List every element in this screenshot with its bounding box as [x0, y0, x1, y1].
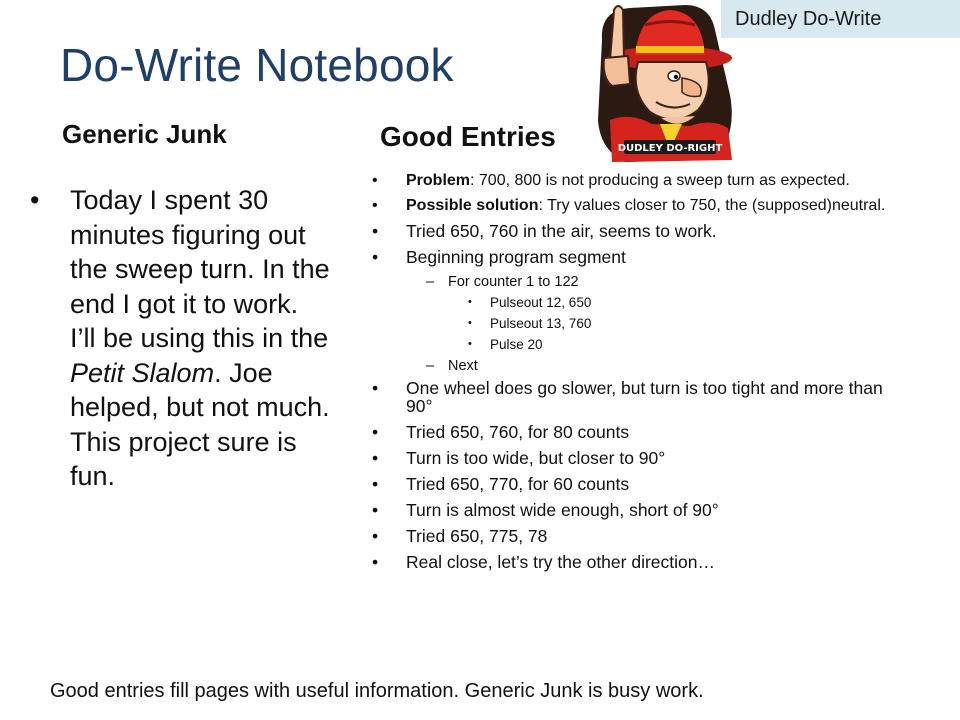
- list-item: • Tried 650, 770, for 60 counts: [372, 475, 912, 493]
- footer-caption: Good entries fill pages with useful information. Generic Junk is busy work.: [50, 680, 704, 702]
- project-name: Petit Slalom: [70, 357, 215, 388]
- list-item: • One wheel does go slower, but turn is too tight and more than 90°: [372, 379, 912, 415]
- list-item: • Tried 650, 760, for 80 counts: [372, 423, 912, 441]
- code-line: • Pulse 20: [372, 337, 912, 352]
- list-item: • Turn is almost wide enough, short of 90°: [372, 501, 912, 519]
- code-next-line: – Next: [372, 358, 912, 374]
- generic-junk-entry: • Today I spent 30 minutes figuring out the sweep turn. In the end I got it to work. I’ll be using this in the Petit Slalom. Joe helped, but not much. This project sure is fun.: [30, 183, 330, 494]
- code-line: • Pulseout 12, 650: [372, 295, 912, 310]
- dudley-do-right-illustration: [590, 0, 740, 166]
- page-title: Do-Write Notebook: [60, 39, 454, 91]
- list-item: • Beginning program segment: [372, 248, 912, 266]
- author-badge: Dudley Do-Write: [721, 0, 960, 38]
- problem-entry: • Problem: 700, 800 is not producing a sweep turn as expected.: [372, 172, 912, 189]
- code-loop-line: – For counter 1 to 122: [372, 274, 912, 290]
- list-item: • Real close, let’s try the other direction…: [372, 553, 912, 571]
- solution-entry: • Possible solution: Try values closer to 750, the (supposed)neutral.: [372, 197, 912, 214]
- generic-junk-column: [30, 183, 330, 494]
- illustration-caption: DUDLEY DO-RIGHT: [617, 143, 723, 154]
- good-entries-heading: Good Entries: [380, 121, 556, 152]
- code-line: • Pulseout 13, 760: [372, 316, 912, 331]
- list-item: • Tried 650, 760 in the air, seems to work.: [372, 222, 912, 240]
- good-entries-column: [372, 172, 912, 579]
- generic-junk-heading: Generic Junk: [62, 119, 227, 149]
- list-item: • Turn is too wide, but closer to 90°: [372, 449, 912, 467]
- list-item: • Tried 650, 775, 78: [372, 527, 912, 545]
